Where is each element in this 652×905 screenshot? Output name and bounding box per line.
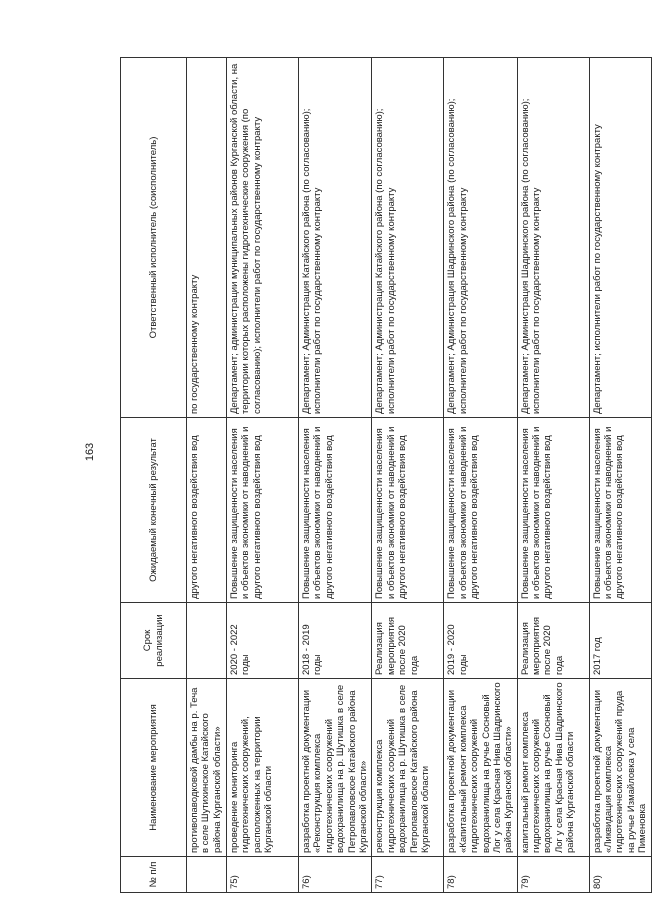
cell-result: Повышение защищенности населения и объектов экономики от наводнений и другого негативного воздействия вод: [444, 418, 517, 603]
cell-term: 2017 год: [589, 603, 651, 679]
cell-term: Реализация мероприятия после 2020 года: [372, 603, 444, 679]
table-row: [187, 58, 227, 893]
cell-name: противопаводковой дамбы на р. Теча в селе Шутихинское Катайского района Курганской области»: [187, 679, 227, 857]
cell-name: разработка проектной документации «Капитальный ремонт комплекса гидротехнических сооружений водохранилища на ручье Сосновый Лог у села Красная Нива Шадринского района Курганской области»: [444, 679, 517, 857]
cell-term: 2018 - 2019 годы: [299, 603, 372, 679]
table-row: [372, 58, 444, 893]
table-container: [120, 58, 649, 893]
table-header-row: [121, 58, 187, 893]
page-number: 163: [84, 442, 96, 462]
cell-num: 79): [517, 857, 589, 893]
header-responsible: Ответственный исполнитель (соисполнитель): [121, 58, 187, 418]
cell-num: 75): [227, 857, 299, 893]
cell-name: реконструкция комплекса гидротехнических сооружений водохранилища на р. Шутишка в селе Петропавловское Катайского района Курганской области: [372, 679, 444, 857]
cell-responsible: Департамент; администрации муниципальных районов Курганской области, на территории которых расположены гидротехнические сооружения (по согласованию); исполнители работ по государственному контракту: [227, 58, 299, 418]
cell-num: 78): [444, 857, 517, 893]
header-result: Ожидаемый конечный результат: [121, 418, 187, 603]
table-row: [299, 58, 372, 893]
header-num: № п/п: [121, 857, 187, 893]
table-row: [227, 58, 299, 893]
cell-name: разработка проектной документации «Реконструкция комплекса гидротехнических сооружений водохранилища на р. Шутишка в селе Петропавловское Катайского района Курганской области»: [299, 679, 372, 857]
cell-result: Повышение защищенности населения и объектов экономики от наводнений и другого негативного воздействия вод: [589, 418, 651, 603]
cell-name: капитальный ремонт комплекса гидротехнических сооружений водохранилища на ручье Сосновый Лог у села Красная Нива Шадринского района Курганской области: [517, 679, 589, 857]
header-name: Наименование мероприятия: [121, 679, 187, 857]
cell-term: Реализация мероприятия после 2020 года: [517, 603, 589, 679]
cell-responsible: Департамент; Администрация Катайского района (по согласованию); исполнители работ по государственному контракту: [299, 58, 372, 418]
cell-name: проведение мониторинга гидротехнических сооружений, расположенных на территории Курганской области: [227, 679, 299, 857]
table-row: [517, 58, 589, 893]
cell-result: Повышение защищенности населения и объектов экономики от наводнений и другого негативного воздействия вод: [227, 418, 299, 603]
cell-responsible: Департамент; исполнители работ по государственному контракту: [589, 58, 651, 418]
cell-num: 80): [589, 857, 651, 893]
cell-term: 2020 - 2022 годы: [227, 603, 299, 679]
table-row: [444, 58, 517, 893]
cell-result: Повышение защищенности населения и объектов экономики от наводнений и другого негативного воздействия вод: [372, 418, 444, 603]
cell-term: [187, 603, 227, 679]
measures-table: [120, 57, 652, 893]
cell-num: [187, 857, 227, 893]
cell-result: другого негативного воздействия вод: [187, 418, 227, 603]
cell-result: Повышение защищенности населения и объектов экономики от наводнений и другого негативного воздействия вод: [517, 418, 589, 603]
header-term: Срок реализации: [121, 603, 187, 679]
cell-num: 77): [372, 857, 444, 893]
cell-name: разработка проектной документации «Ликвидация комплекса гидротехнических сооружений пруда на ручье Измайловка у села Пименовка: [589, 679, 651, 857]
cell-result: Повышение защищенности населения и объектов экономики от наводнений и другого негативного воздействия вод: [299, 418, 372, 603]
cell-responsible: Департамент; Администрация Катайского района (по согласованию); исполнители работ по государственному контракту: [372, 58, 444, 418]
cell-num: 76): [299, 857, 372, 893]
cell-responsible: Департамент; Администрация Шадринского района (по согласованию); исполнители работ по государственному контракту: [517, 58, 589, 418]
table-row: [589, 58, 651, 893]
cell-responsible: Департамент; Администрация Шадринского района (по согласованию); исполнители работ по государственному контракту: [444, 58, 517, 418]
cell-responsible: по государственному контракту: [187, 58, 227, 418]
cell-term: 2019 - 2020 годы: [444, 603, 517, 679]
table-rotated-frame: [120, 58, 649, 893]
